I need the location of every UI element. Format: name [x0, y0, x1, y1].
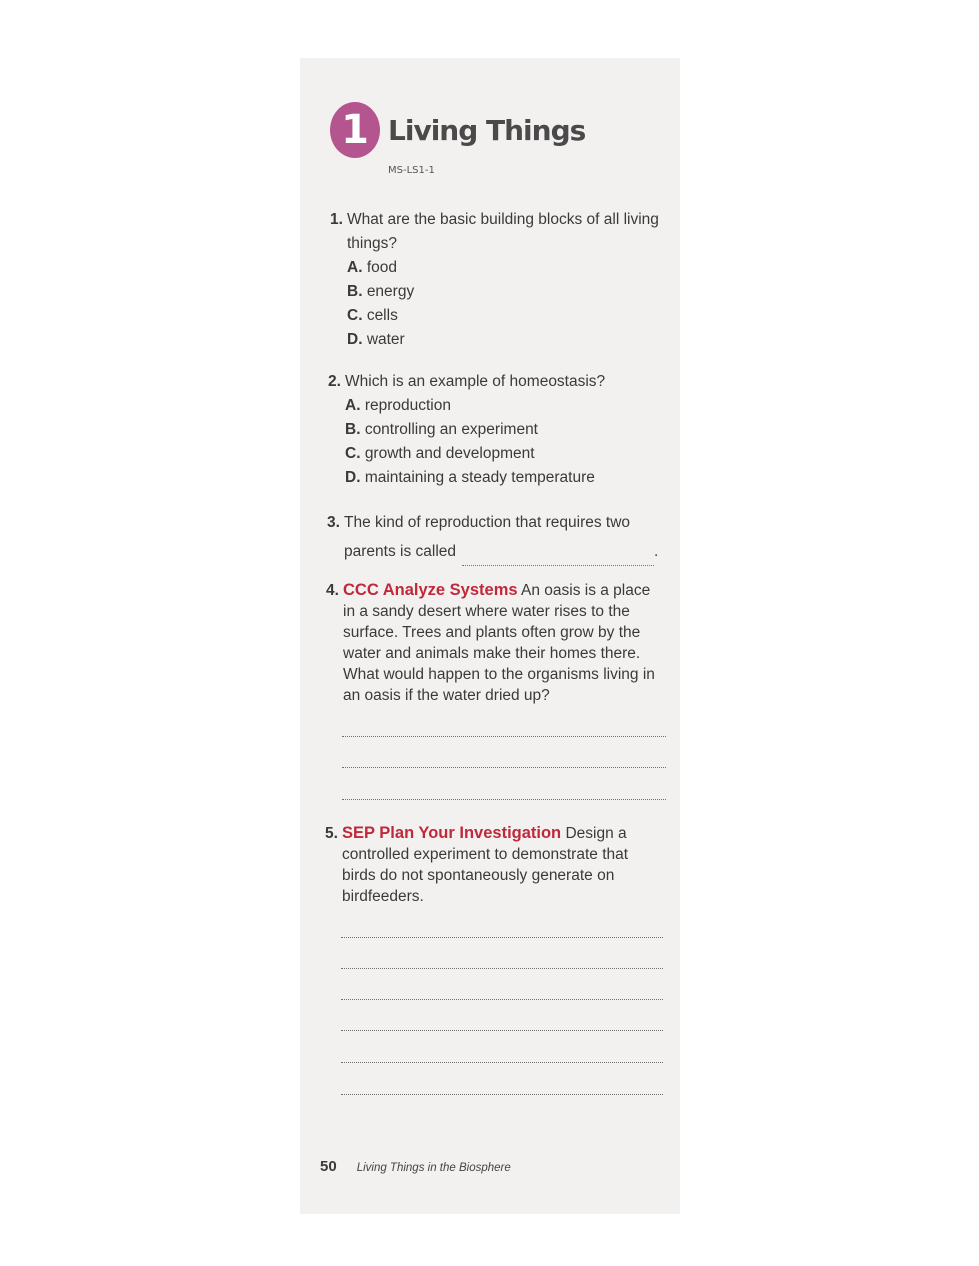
question-text: The kind of reproduction that requires two	[344, 514, 631, 531]
question-number: 3.	[327, 514, 340, 531]
lesson-header	[330, 102, 585, 158]
ccc-label: CCC Analyze Systems	[343, 581, 518, 599]
answer-line[interactable]	[342, 736, 666, 737]
question-text: An oasis is a place	[521, 582, 651, 599]
question-text: parents is called	[344, 543, 457, 560]
question-4	[326, 580, 655, 706]
question-1	[330, 208, 659, 352]
sep-label: SEP Plan Your Investigation	[342, 824, 562, 842]
answer-line[interactable]	[341, 937, 663, 938]
lesson-number-badge: 1	[330, 102, 380, 158]
question-number: 5.	[325, 825, 338, 842]
answer-line[interactable]	[341, 1030, 663, 1031]
question-5	[325, 823, 628, 907]
question-2	[328, 370, 605, 490]
question-text: What would happen to the organisms living in	[343, 666, 655, 683]
question-number: 1.	[330, 211, 343, 228]
answer-line[interactable]	[341, 968, 663, 969]
question-text: Which is an example of homeostasis?	[345, 373, 606, 390]
answer-line[interactable]	[341, 1062, 663, 1063]
question-text: What are the basic building blocks of all living	[347, 211, 659, 228]
answer-line[interactable]	[342, 767, 666, 768]
question-text: water and animals make their homes there.	[343, 645, 641, 662]
question-text: Design a	[565, 825, 627, 842]
standard-code: MS-LS1-1	[388, 165, 435, 176]
page-title: Living Things	[388, 113, 586, 147]
question-text: in a sandy desert where water rises to the	[343, 603, 630, 620]
choice-b[interactable]: B. controlling an experiment	[345, 421, 538, 438]
choice-d[interactable]: D. water	[347, 331, 405, 348]
question-text: surface. Trees and plants often grow by the	[343, 624, 641, 641]
question-text: birdfeeders.	[342, 888, 424, 905]
book-title: Living Things in the Biosphere	[356, 1162, 511, 1174]
question-text: birds do not spontaneously generate on	[342, 867, 615, 884]
choice-a[interactable]: A. food	[347, 259, 397, 276]
choice-d[interactable]: D. maintaining a steady temperature	[345, 469, 595, 486]
question-number: 2.	[328, 373, 341, 390]
question-text: controlled experiment to demonstrate that	[342, 846, 629, 863]
choice-b[interactable]: B. energy	[347, 283, 415, 300]
question-text: things?	[347, 235, 397, 252]
answer-line[interactable]	[341, 1094, 663, 1095]
page-number: 50	[320, 1158, 337, 1175]
choice-c[interactable]: C. cells	[347, 307, 398, 324]
answer-line[interactable]	[342, 799, 666, 800]
page-footer	[320, 1158, 511, 1175]
period: .	[654, 543, 659, 560]
question-number: 4.	[326, 582, 339, 599]
fill-in-blank[interactable]	[462, 551, 654, 566]
choice-a[interactable]: A. reproduction	[345, 397, 451, 414]
choice-c[interactable]: C. growth and development	[345, 445, 535, 462]
answer-line[interactable]	[341, 999, 663, 1000]
question-3	[327, 508, 658, 566]
question-text: an oasis if the water dried up?	[343, 687, 550, 704]
